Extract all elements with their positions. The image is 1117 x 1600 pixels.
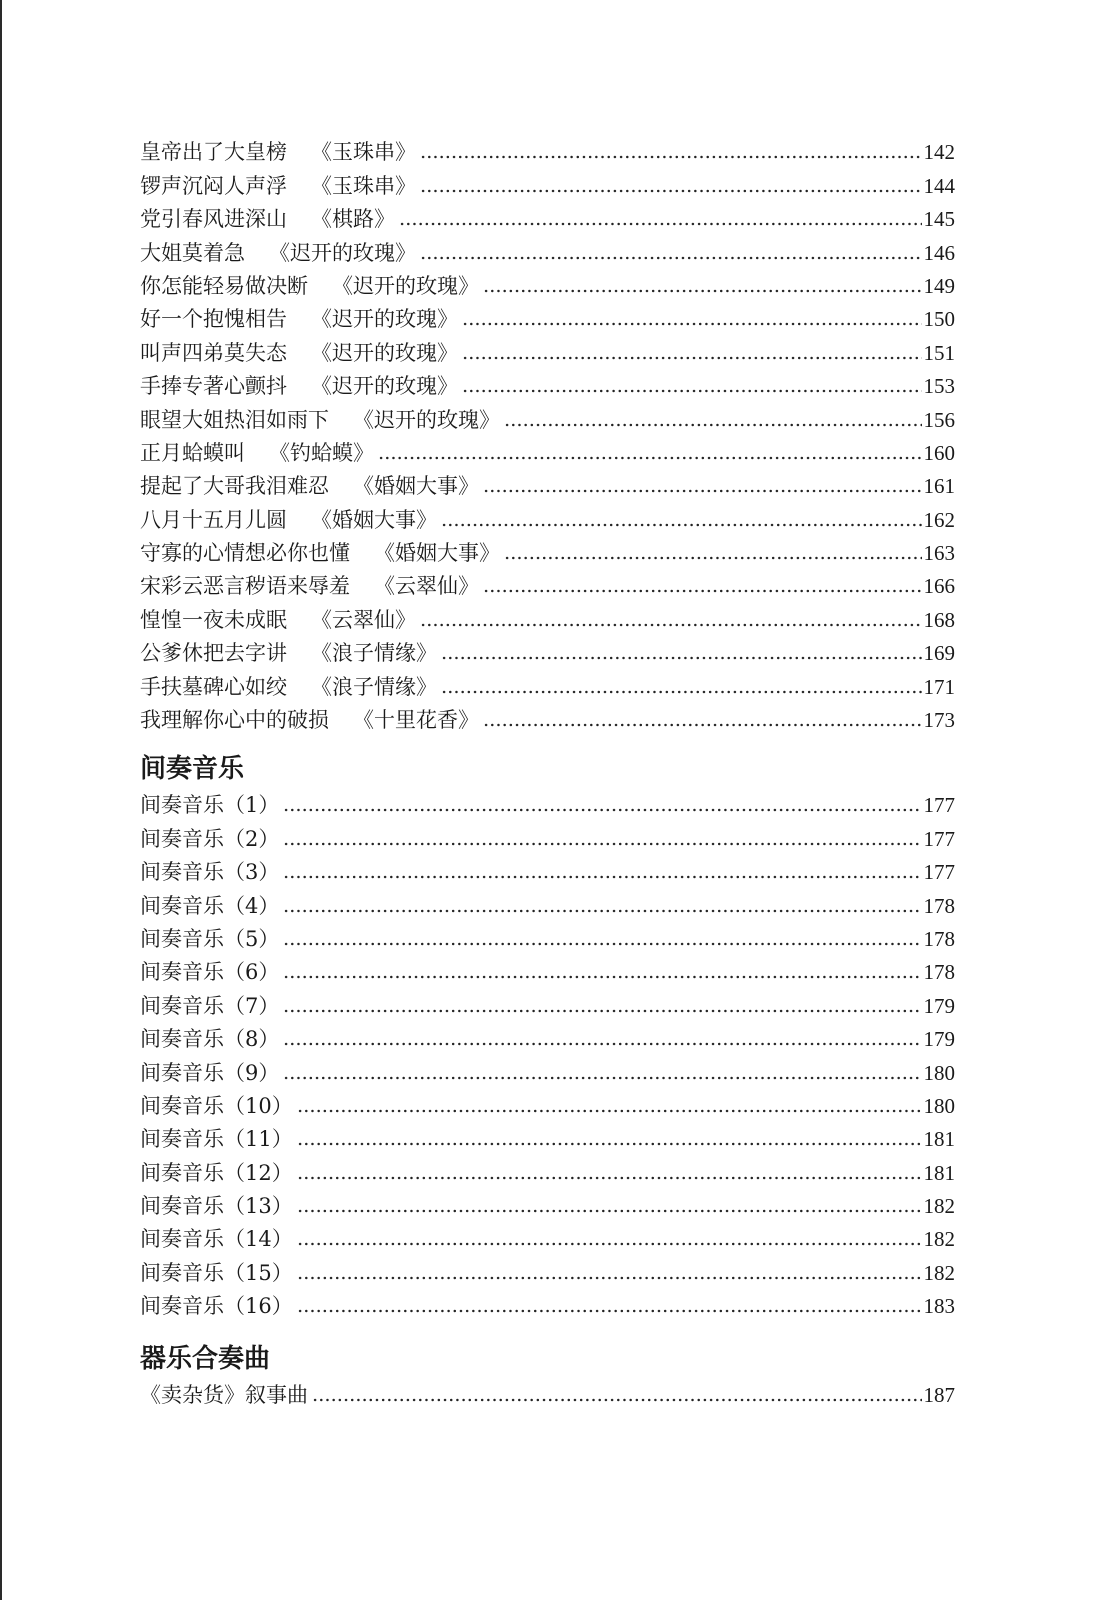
- leader-dots: [283, 807, 921, 813]
- toc-entry[interactable]: [140, 1150, 955, 1183]
- leader-dots: [483, 288, 922, 294]
- page-number: 168: [923, 607, 955, 632]
- leader-dots: [312, 1397, 922, 1403]
- entry-title: 叫声四弟莫失态: [140, 340, 287, 365]
- toc-entry[interactable]: [140, 631, 955, 664]
- leader-dots: [420, 154, 922, 160]
- entry-source: 《云翠仙》: [311, 607, 416, 632]
- leader-dots: [297, 1241, 922, 1247]
- leader-dots: [441, 655, 922, 661]
- toc-list-arias: [140, 130, 955, 731]
- toc-entry[interactable]: [140, 1050, 955, 1083]
- entry-title: 惶惶一夜未成眠: [140, 607, 287, 632]
- toc-entry[interactable]: [140, 431, 955, 464]
- leader-dots: [283, 1075, 921, 1081]
- leader-dots: [297, 1208, 922, 1214]
- page-number: 173: [923, 708, 955, 733]
- entry-source: 《棋路》: [311, 207, 395, 232]
- leader-dots: [462, 388, 922, 394]
- page-number: 183: [923, 1294, 955, 1319]
- page-number: 142: [923, 140, 955, 165]
- entry-title: 间奏音乐（16）: [140, 1294, 293, 1319]
- page-number: 187: [923, 1383, 955, 1408]
- entry-source: 《婚姻大事》: [374, 541, 500, 566]
- entry-source: 《玉珠串》: [311, 140, 416, 165]
- leader-dots: [462, 355, 922, 361]
- entry-title: 《卖杂货》叙事曲: [140, 1383, 308, 1408]
- toc-entry[interactable]: [140, 917, 955, 950]
- page-number: 181: [923, 1160, 955, 1185]
- entry-title: 间奏音乐（14）: [140, 1227, 293, 1252]
- page-number: 169: [923, 641, 955, 666]
- section-heading-interlude: 间奏音乐: [140, 754, 245, 784]
- leader-dots: [483, 722, 922, 728]
- page-number: 166: [923, 574, 955, 599]
- page-number: 181: [923, 1127, 955, 1152]
- entry-source: 《迟开的玫瑰》: [269, 240, 416, 265]
- toc-entry[interactable]: [140, 130, 955, 163]
- entry-source: 《云翠仙》: [374, 574, 479, 599]
- toc-entry[interactable]: [140, 364, 955, 397]
- toc-entry[interactable]: [140, 564, 955, 597]
- toc-entry[interactable]: [140, 464, 955, 497]
- entry-title: 间奏音乐（8）: [140, 1027, 280, 1052]
- leader-dots: [420, 622, 922, 628]
- page-number: 182: [923, 1194, 955, 1219]
- page-number: 180: [923, 1060, 955, 1085]
- leader-dots: [441, 689, 922, 695]
- entry-source: 《浪子情缘》: [311, 641, 437, 666]
- toc-entry[interactable]: [140, 1184, 955, 1217]
- entry-title: 间奏音乐（7）: [140, 993, 280, 1018]
- entry-title: 手捧专著心颤抖: [140, 374, 287, 399]
- entry-title: 间奏音乐（10）: [140, 1093, 293, 1118]
- section-heading-ensemble: 器乐合奏曲: [140, 1344, 271, 1374]
- page-number: 149: [923, 273, 955, 298]
- page-number: 144: [923, 173, 955, 198]
- leader-dots: [483, 488, 922, 494]
- toc-entry[interactable]: [140, 330, 955, 363]
- toc-entry[interactable]: [140, 1017, 955, 1050]
- entry-title: 手扶墓碑心如绞: [140, 674, 287, 699]
- entry-source: 《钓蛤蟆》: [269, 440, 374, 465]
- toc-list-ensemble: [140, 1373, 955, 1406]
- toc-entry[interactable]: [140, 1117, 955, 1150]
- entry-source: 《浪子情缘》: [311, 674, 437, 699]
- toc-entry[interactable]: [140, 698, 955, 731]
- page-number: 161: [923, 474, 955, 499]
- page-number: 178: [923, 893, 955, 918]
- toc-entry[interactable]: [140, 197, 955, 230]
- entry-title: 间奏音乐（11）: [140, 1127, 293, 1152]
- entry-title: 间奏音乐（15）: [140, 1260, 293, 1285]
- page-number: 180: [923, 1093, 955, 1118]
- leader-dots: [283, 908, 921, 914]
- toc-entry[interactable]: [140, 1373, 955, 1406]
- page-edge-shadow: [0, 0, 2, 1600]
- page-number: 178: [923, 926, 955, 951]
- leader-dots: [378, 455, 922, 461]
- entry-title: 正月蛤蟆叫: [140, 440, 245, 465]
- entry-title: 提起了大哥我泪难忍: [140, 474, 329, 499]
- entry-title: 锣声沉闷人声浮: [140, 173, 287, 198]
- leader-dots: [420, 255, 922, 261]
- leader-dots: [283, 874, 921, 880]
- leader-dots: [297, 1108, 922, 1114]
- leader-dots: [297, 1141, 922, 1147]
- entry-title: 好一个抱愧相告: [140, 307, 287, 332]
- entry-source: 《迟开的玫瑰》: [311, 374, 458, 399]
- leader-dots: [283, 974, 921, 980]
- page-number: 156: [923, 407, 955, 432]
- entry-title: 间奏音乐（3）: [140, 860, 280, 885]
- entry-title: 公爹休把去字讲: [140, 641, 287, 666]
- leader-dots: [283, 941, 921, 947]
- page-number: 177: [923, 793, 955, 818]
- page-number: 163: [923, 541, 955, 566]
- page-number: 153: [923, 374, 955, 399]
- page-number: 160: [923, 440, 955, 465]
- page-number: 182: [923, 1227, 955, 1252]
- toc-entry[interactable]: [140, 950, 955, 983]
- page-number: 179: [923, 993, 955, 1018]
- leader-dots: [504, 422, 922, 428]
- entry-source: 《迟开的玫瑰》: [353, 407, 500, 432]
- toc-entry[interactable]: [140, 816, 955, 849]
- entry-source: 《婚姻大事》: [311, 507, 437, 532]
- entry-title: 间奏音乐（12）: [140, 1160, 293, 1185]
- leader-dots: [483, 588, 922, 594]
- leader-dots: [441, 522, 922, 528]
- entry-source: 《婚姻大事》: [353, 474, 479, 499]
- toc-entry[interactable]: [140, 531, 955, 564]
- leader-dots: [283, 1008, 921, 1014]
- leader-dots: [297, 1308, 922, 1314]
- toc-entry[interactable]: [140, 883, 955, 916]
- page-number: 178: [923, 960, 955, 985]
- entry-title: 八月十五月儿圆: [140, 507, 287, 532]
- leader-dots: [297, 1275, 922, 1281]
- toc-entry[interactable]: [140, 1284, 955, 1317]
- page-number: 179: [923, 1027, 955, 1052]
- toc-entry[interactable]: [140, 397, 955, 430]
- page-number: 177: [923, 860, 955, 885]
- entry-title: 间奏音乐（9）: [140, 1060, 280, 1085]
- page-number: 177: [923, 826, 955, 851]
- leader-dots: [283, 841, 921, 847]
- entry-title: 间奏音乐（6）: [140, 960, 280, 985]
- page-number: 145: [923, 207, 955, 232]
- entry-title: 大姐莫着急: [140, 240, 245, 265]
- leader-dots: [504, 555, 922, 561]
- leader-dots: [283, 1041, 921, 1047]
- toc-entry[interactable]: [140, 230, 955, 263]
- toc-entry[interactable]: [140, 597, 955, 630]
- page-number: 162: [923, 507, 955, 532]
- page-number: 146: [923, 240, 955, 265]
- toc-entry[interactable]: [140, 850, 955, 883]
- page-number: 182: [923, 1260, 955, 1285]
- entry-title: 党引春风进深山: [140, 207, 287, 232]
- entry-title: 间奏音乐（2）: [140, 826, 280, 851]
- leader-dots: [297, 1175, 922, 1181]
- entry-title: 间奏音乐（5）: [140, 926, 280, 951]
- entry-title: 间奏音乐（1）: [140, 793, 280, 818]
- entry-source: 《迟开的玫瑰》: [311, 307, 458, 332]
- toc-entry[interactable]: [140, 1250, 955, 1283]
- entry-title: 守寡的心情想必你也懂: [140, 541, 350, 566]
- entry-title: 眼望大姐热泪如雨下: [140, 407, 329, 432]
- page-number: 171: [923, 674, 955, 699]
- entry-source: 《迟开的玫瑰》: [332, 273, 479, 298]
- page-number: 151: [923, 340, 955, 365]
- toc-entry[interactable]: [140, 297, 955, 330]
- leader-dots: [462, 321, 922, 327]
- toc-entry[interactable]: [140, 983, 955, 1016]
- toc-entry[interactable]: [140, 497, 955, 530]
- entry-title: 间奏音乐（4）: [140, 893, 280, 918]
- page-number: 150: [923, 307, 955, 332]
- toc-entry[interactable]: [140, 264, 955, 297]
- toc-entry[interactable]: [140, 163, 955, 196]
- entry-title: 我理解你心中的破损: [140, 708, 329, 733]
- leader-dots: [399, 221, 922, 227]
- entry-title: 间奏音乐（13）: [140, 1194, 293, 1219]
- entry-source: 《迟开的玫瑰》: [311, 340, 458, 365]
- toc-entry[interactable]: [140, 1217, 955, 1250]
- entry-source: 《玉珠串》: [311, 173, 416, 198]
- toc-list-interlude: [140, 783, 955, 1317]
- entry-title: 宋彩云恶言秽语来辱羞: [140, 574, 350, 599]
- entry-source: 《十里花香》: [353, 708, 479, 733]
- leader-dots: [420, 188, 922, 194]
- toc-entry[interactable]: [140, 1084, 955, 1117]
- toc-entry[interactable]: [140, 783, 955, 816]
- entry-title: 你怎能轻易做决断: [140, 273, 308, 298]
- entry-title: 皇帝出了大皇榜: [140, 140, 287, 165]
- toc-entry[interactable]: [140, 664, 955, 697]
